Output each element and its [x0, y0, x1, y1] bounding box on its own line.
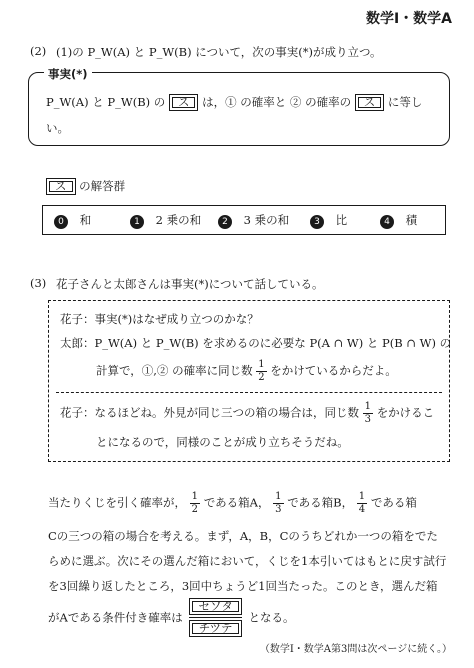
taro-fraction-den: 2 [258, 372, 265, 383]
hanako2-fraction-num: 1 [364, 401, 372, 412]
page-footer: （数学Ⅰ・数学A第3問は次ページに続く。） [259, 644, 452, 655]
para-fa-num: 1 [191, 491, 199, 502]
page-header: 数学Ⅰ・数学A [365, 11, 452, 27]
choice-label-0: 和 [79, 213, 92, 227]
choice-mark-2: 2 [218, 215, 232, 229]
para-line-2: Cの三つの箱の場合を考える。まず，A，B，Cのうちどれか一つの箱をでた [48, 529, 438, 543]
answer-fraction-bar [189, 617, 241, 618]
dialogue-hanako-2 [60, 402, 434, 425]
q2-intro: (1)の P_W(A) と P_W(B) について，次の事実(*)が成り立つ。 [56, 45, 382, 59]
para-fc-num: 1 [358, 491, 366, 502]
choice-mark-1: 1 [130, 215, 144, 229]
choice-mark-4: 4 [380, 215, 394, 229]
choice-4[interactable] [380, 212, 417, 229]
dialogue-divider [56, 392, 442, 393]
choice-label-2: 3 乗の和 [243, 213, 290, 227]
dialogue-taro-2 [96, 360, 397, 383]
para-l5-b: となる。 [248, 610, 295, 625]
para-line-1 [48, 492, 417, 515]
para-fraction-b [273, 492, 283, 515]
hanako2-text-a: 花子：なるほどね。外見が同じ三つの箱の場合は，同じ数 [60, 405, 359, 420]
para-fb-den: 3 [275, 504, 282, 515]
para-fraction-c [357, 492, 367, 515]
dialogue-taro-1: 太郎：P_W(A) と P_W(B) を求めるのに必要な P(A ∩ W) と P(B ∩ W) の [60, 336, 452, 350]
answer-box-su[interactable]: ス [169, 94, 199, 111]
para-l5-a: がAである条件付き確率は [48, 610, 183, 625]
q2-number: (2) [30, 44, 47, 58]
answer-box-su-2[interactable]: ス [355, 94, 385, 111]
answer-fraction [189, 598, 241, 637]
para-line-4: を3回繰り返したところ，3回中ちょうど1回当たった。このとき，選んだ箱 [48, 579, 438, 593]
fact-text-b: は，① の確率と ② の確率の [202, 95, 352, 109]
fact-line-2: い。 [46, 121, 69, 135]
taro-fraction-num: 1 [258, 359, 265, 370]
dialogue-hanako-1: 花子：事実(*)はなぜ成り立つのかな？ [60, 312, 259, 326]
choice-label-3: 比 [335, 213, 348, 227]
q3-intro: 花子さんと太郎さんは事実(*)について話している。 [56, 277, 324, 291]
para-line-5 [48, 598, 295, 637]
para-l1-c: である箱B， [287, 495, 354, 510]
choices-box-su: ス [46, 178, 76, 195]
fact-text-c: に等し [387, 95, 423, 109]
answer-box-numerator[interactable]: セソタ [189, 598, 241, 615]
choice-0[interactable] [54, 212, 91, 229]
hanako2-fraction-den: 3 [364, 414, 372, 425]
taro-text-c: をかけているからだよ。 [270, 363, 397, 378]
para-fa-den: 2 [191, 504, 199, 515]
choice-mark-0: 0 [54, 215, 68, 229]
taro-text-b: 計算で，①,② の確率に同じ数 [96, 363, 253, 378]
choice-mark-3: 3 [310, 215, 324, 229]
answer-box-denominator[interactable]: チツテ [189, 620, 241, 637]
para-fb-num: 1 [275, 491, 282, 502]
choices-header [46, 178, 125, 195]
taro-fraction [256, 360, 266, 383]
q3-number: (3) [30, 276, 47, 290]
choice-label-1: 2 乗の和 [155, 213, 202, 227]
para-l1-b: である箱A， [203, 495, 270, 510]
choice-2[interactable] [218, 212, 289, 229]
para-l1-d: である箱 [370, 495, 417, 510]
para-line-3: らめに選ぶ。次にその選んだ箱において，くじを1本引いてはもとに戻す試行 [48, 554, 447, 568]
hanako2-text-b: をかけるこ [376, 405, 435, 420]
choice-3[interactable] [310, 212, 347, 229]
para-l1-a: 当たりくじを引く確率が， [48, 495, 186, 510]
dialogue-hanako-3: とになるので，同様のことが成り立ちそうだね。 [96, 435, 349, 449]
para-fc-den: 4 [358, 504, 366, 515]
fact-text-a: P_W(A) と P_W(B) の [46, 95, 166, 109]
choices-title: の解答群 [79, 179, 126, 193]
para-fraction-a [190, 492, 200, 515]
fact-line-1 [46, 94, 422, 111]
choice-1[interactable] [130, 212, 201, 229]
hanako2-fraction [363, 402, 373, 425]
fact-title: 事実(*) [44, 66, 92, 82]
choice-label-4: 積 [405, 213, 418, 227]
